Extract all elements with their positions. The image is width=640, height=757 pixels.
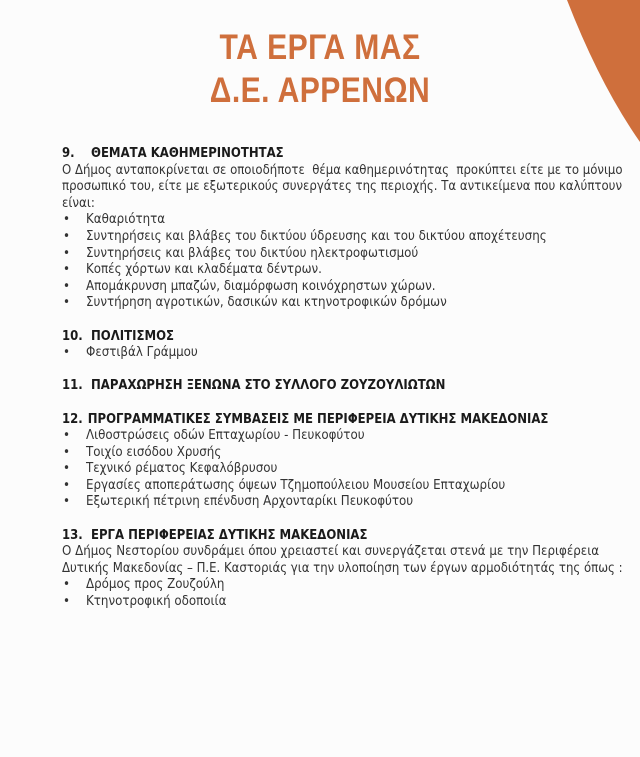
bullet-icon: • xyxy=(63,212,70,228)
bullet-icon: • xyxy=(63,461,70,477)
paragraph-line: προσωπικό του, είτε με εξωτερικούς συνεργάτες της περιοχής. Τα αντικείμενα που καλύπτουν xyxy=(62,179,623,195)
section-heading xyxy=(62,528,367,545)
section-heading-text: ΠΟΛΙΤΙΣΜΟΣ xyxy=(91,328,175,344)
paragraph-line: Ο Δήμος Νεστορίου συνδράμει όπου χρειαστεί και συνεργάζεται στενά με την Περιφέρεια xyxy=(62,544,600,560)
section-heading xyxy=(62,329,174,346)
list-item xyxy=(62,577,622,594)
section-heading xyxy=(62,146,284,163)
paragraph-line: είναι: xyxy=(62,195,95,211)
list-item xyxy=(62,262,622,279)
section-paragraph xyxy=(62,163,622,213)
list-item xyxy=(62,461,622,478)
section-9 xyxy=(62,146,622,312)
bullet-list xyxy=(62,212,622,312)
bullet-list xyxy=(62,428,622,511)
section-number: 13. xyxy=(62,527,83,543)
section-number: 10. xyxy=(62,328,83,344)
list-item-text: Απομάκρυνση μπαζών, διαμόρφωση κοινόχρηστων χώρων. xyxy=(86,278,436,294)
section-heading xyxy=(62,412,548,429)
list-item xyxy=(62,594,622,611)
section-number: 9. xyxy=(62,146,75,161)
list-item xyxy=(62,246,622,263)
list-item xyxy=(62,295,622,312)
section-10 xyxy=(62,329,622,362)
section-heading xyxy=(62,378,445,395)
bullet-list xyxy=(62,577,622,610)
paragraph-line: Δυτικής Μακεδονίας – Π.Ε. Καστοριάς για την υλοποίηση των έργων αρμοδιότητάς της όπως : xyxy=(62,560,623,576)
list-item-text: Κοπές χόρτων και κλαδέματα δέντρων. xyxy=(86,262,322,278)
list-item-text: Δρόμος προς Ζουζούλη xyxy=(86,577,225,593)
bullet-icon: • xyxy=(63,262,70,278)
bullet-icon: • xyxy=(63,577,70,593)
list-item xyxy=(62,212,622,229)
section-heading-text: ΘΕΜΑΤΑ ΚΑΘΗΜΕΡΙΝΟΤΗΤΑΣ xyxy=(91,146,284,161)
section-heading-text: ΕΡΓΑ ΠΕΡΙΦΕΡΕΙΑΣ ΔΥΤΙΚΗΣ ΜΑΚΕΔΟΝΙΑΣ xyxy=(91,527,368,543)
section-12 xyxy=(62,412,622,512)
bullet-icon: • xyxy=(63,477,70,493)
section-11 xyxy=(62,378,622,395)
title-line-1: ΤΑ ΕΡΓΑ ΜΑΣ xyxy=(219,28,421,67)
document-body xyxy=(62,146,622,627)
paragraph-line: Ο Δήμος ανταποκρίνεται σε οποιοδήποτε θέμα καθημερινότητας προκύπτει είτε με το μόνιμο xyxy=(62,162,623,178)
section-heading-text: ΠΡΟΓΡΑΜΜΑΤΙΚΕΣ ΣΥΜΒΑΣΕΙΣ ΜΕ ΠΕΡΙΦΕΡΕΙΑ ΔΥΤΙΚΗΣ ΜΑΚΕΔΟΝΙΑΣ xyxy=(87,411,549,427)
bullet-icon: • xyxy=(63,295,70,311)
section-paragraph xyxy=(62,544,622,577)
list-item-text: Τοιχίο εισόδου Χρυσής xyxy=(86,444,222,460)
bullet-list xyxy=(62,345,622,362)
section-number: 11. xyxy=(62,378,83,394)
list-item-text: Λιθοστρώσεις οδών Επταχωρίου - Πευκοφύτου xyxy=(86,428,365,444)
list-item-text: Εξωτερική πέτρινη επένδυση Αρχονταρίκι Πευκοφύτου xyxy=(86,494,414,510)
bullet-icon: • xyxy=(63,494,70,510)
list-item-text: Εργασίες αποπεράτωσης όψεων Τζημοπούλειου Μουσείου Επταχωρίου xyxy=(86,477,506,493)
bullet-icon: • xyxy=(63,594,70,610)
bullet-icon: • xyxy=(63,278,70,294)
list-item xyxy=(62,478,622,495)
list-item xyxy=(62,428,622,445)
bullet-icon: • xyxy=(63,228,70,244)
list-item xyxy=(62,445,622,462)
page-title xyxy=(45,26,595,112)
bullet-icon: • xyxy=(63,245,70,261)
bullet-icon: • xyxy=(63,428,70,444)
list-item xyxy=(62,229,622,246)
list-item-text: Συντηρήσεις και βλάβες του δικτύου ηλεκτροφωτισμού xyxy=(86,245,419,261)
section-13 xyxy=(62,528,622,611)
section-heading-text: ΠΑΡΑΧΩΡΗΣΗ ΞΕΝΩΝΑ ΣΤΟ ΣΥΛΛΟΓΟ ΖΟΥΖΟΥΛΙΩΤΩΝ xyxy=(91,378,446,394)
list-item-text: Καθαριότητα xyxy=(86,212,166,228)
list-item-text: Συντηρήσεις και βλάβες του δικτύου ύδρευσης και του δικτύου αποχέτευσης xyxy=(86,228,547,244)
section-number: 12. xyxy=(62,411,83,427)
list-item-text: Κτηνοτροφική οδοποιία xyxy=(86,594,227,610)
list-item xyxy=(62,345,622,362)
bullet-icon: • xyxy=(63,444,70,460)
list-item-text: Συντήρηση αγροτικών, δασικών και κτηνοτροφικών δρόμων xyxy=(86,295,447,311)
bullet-icon: • xyxy=(63,345,70,361)
list-item xyxy=(62,494,622,511)
list-item-text: Τεχνικό ρέματος Κεφαλόβρυσου xyxy=(86,461,278,477)
list-item xyxy=(62,279,622,296)
title-line-2: Δ.Ε. ΑΡΡΕΝΩΝ xyxy=(209,71,431,110)
list-item-text: Φεστιβάλ Γράμμου xyxy=(86,345,198,361)
